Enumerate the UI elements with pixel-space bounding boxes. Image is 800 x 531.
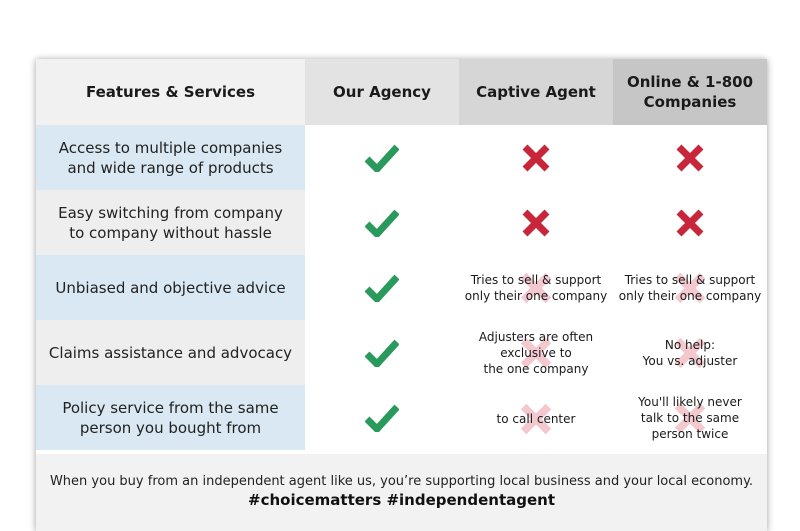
- online-note: [643, 337, 738, 369]
- note-line: only their one company: [618, 288, 762, 303]
- comparison-card: [36, 59, 767, 531]
- agency-cell: [305, 125, 459, 190]
- captive-cell: [459, 255, 613, 320]
- check-icon: [365, 209, 399, 237]
- table-row: [36, 125, 767, 190]
- note-line: person twice: [651, 426, 729, 441]
- feature-cell: [36, 125, 305, 190]
- feature-line: and wide range of products: [67, 158, 274, 177]
- note-line: You vs. adjuster: [642, 353, 738, 368]
- feature-line: Easy switching from company: [58, 203, 283, 222]
- header-features: Features & Services: [36, 59, 305, 125]
- captive-cell: [459, 385, 613, 450]
- x-icon: [521, 143, 551, 173]
- check-icon: [365, 404, 399, 432]
- feature-cell: [36, 320, 305, 385]
- x-icon: [675, 143, 705, 173]
- note-line: Tries to sell & support: [470, 272, 602, 287]
- note-line: exclusive to: [500, 345, 572, 360]
- captive-note: [465, 272, 607, 304]
- note-line: the one company: [483, 361, 589, 376]
- feature-line: Unbiased and objective advice: [55, 278, 286, 297]
- feature-cell: [36, 385, 305, 450]
- captive-cell: [459, 320, 613, 385]
- table-row: [36, 385, 767, 450]
- online-note: [638, 394, 742, 442]
- agency-cell: [305, 190, 459, 255]
- note-line: Tries to sell & support: [624, 272, 756, 287]
- footer-text: When you buy from an independent agent like us, you’re supporting local business and your local economy.: [49, 474, 754, 489]
- captive-note: [479, 329, 593, 377]
- online-cell: [613, 190, 767, 255]
- note-line: to call center: [496, 412, 576, 426]
- check-icon: [365, 274, 399, 302]
- feature-cell: [36, 190, 305, 255]
- header-online-companies: [613, 59, 767, 125]
- header-captive-agent: Captive Agent: [459, 59, 613, 125]
- captive-cell: [459, 190, 613, 255]
- captive-note: [497, 411, 576, 427]
- x-icon: [675, 208, 705, 238]
- x-icon: [521, 208, 551, 238]
- table-row: [36, 320, 767, 385]
- online-cell: [613, 385, 767, 450]
- agency-cell: [305, 255, 459, 320]
- feature-line: Policy service from the same: [62, 398, 279, 417]
- feature-line: Access to multiple companies: [58, 138, 283, 157]
- feature-line: Claims assistance and advocacy: [48, 343, 293, 362]
- check-icon: [365, 339, 399, 367]
- note-line: No help:: [664, 337, 716, 352]
- captive-cell: [459, 125, 613, 190]
- agency-cell: [305, 320, 459, 385]
- note-line: only their one company: [464, 288, 608, 303]
- table-row: [36, 255, 767, 320]
- online-note: [619, 272, 761, 304]
- note-line: You'll likely never: [638, 394, 742, 409]
- footer-hashtags: #choicematters #independentagent: [248, 491, 555, 509]
- header-online-line2: Companies: [643, 93, 737, 111]
- header-our-agency: Our Agency: [305, 59, 459, 125]
- comparison-table: [36, 59, 767, 450]
- online-cell: [613, 255, 767, 320]
- feature-line: to company without hassle: [69, 223, 272, 242]
- footer: [36, 454, 767, 531]
- header-row: [36, 59, 767, 125]
- note-line: Adjusters are often: [478, 329, 594, 344]
- online-cell: [613, 125, 767, 190]
- table-row: [36, 190, 767, 255]
- agency-cell: [305, 385, 459, 450]
- note-line: talk to the same: [640, 410, 740, 425]
- check-icon: [365, 144, 399, 172]
- feature-cell: [36, 255, 305, 320]
- header-online-line1: Online & 1-800: [626, 73, 754, 91]
- online-cell: [613, 320, 767, 385]
- feature-line: person you bought from: [79, 418, 262, 437]
